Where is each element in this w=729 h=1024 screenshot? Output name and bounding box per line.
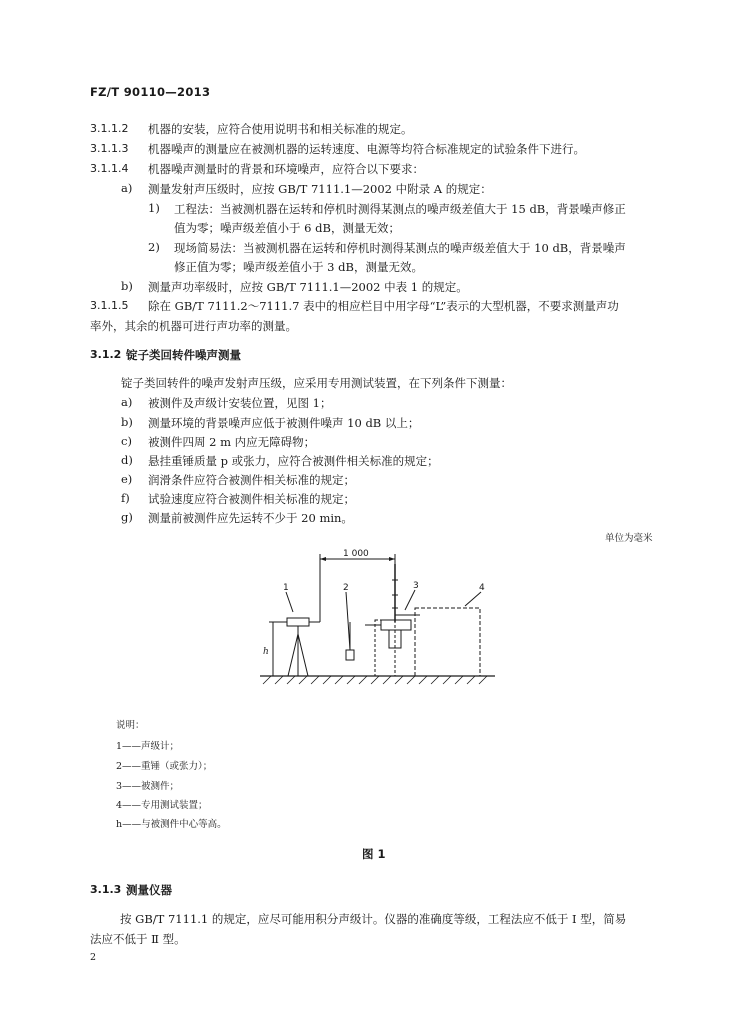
- ground-hatching: [263, 676, 487, 684]
- paragraph: 法应不低于 Ⅱ 型。: [90, 932, 186, 946]
- list-item-text: 被测件四周 2 m 内应无障碍物；: [148, 435, 316, 449]
- clause-number: 3.1.1.5: [90, 299, 129, 312]
- page-number: 2: [90, 952, 97, 963]
- list-marker: b): [121, 415, 133, 429]
- legend-item: 2——重锤（或张力）；: [116, 761, 213, 772]
- legend-item: h——与被测件中心等高。: [116, 819, 227, 830]
- list-marker: b): [121, 279, 133, 293]
- section-title: 锭子类回转件噪声测量: [126, 348, 241, 362]
- callout-2: 2: [343, 583, 349, 593]
- section-number: 3.1.3: [90, 883, 122, 896]
- spindle-holder: [381, 620, 411, 630]
- list-marker: d): [121, 453, 133, 467]
- clause-text: 机器的安装，应符合使用说明书和相关标准的规定。: [148, 122, 413, 136]
- clause-number: 3.1.1.2: [90, 122, 129, 135]
- list-item-text: 测量发射声压级时，应按 GB/T 7111.1—2002 中附录 A 的规定：: [148, 182, 492, 196]
- tripod-leg: [298, 634, 308, 676]
- list-marker: g): [121, 510, 133, 524]
- list-marker: f): [121, 491, 130, 505]
- list-item-text: 测量前被测件应先运转不少于 20 min。: [148, 511, 353, 525]
- section-title: 测量仪器: [126, 883, 172, 897]
- callout-3: 3: [413, 581, 419, 591]
- legend-title: 说明：: [116, 720, 145, 731]
- leader-2: [346, 592, 350, 650]
- sub-list-text: 值为零；噪声级差值小于 6 dB，测量无效；: [174, 221, 400, 235]
- dimension-arrow-right: [389, 557, 395, 561]
- leader-1: [286, 592, 293, 612]
- legend-item: 1——声级计；: [116, 741, 180, 752]
- sub-list-marker: 1): [148, 201, 160, 215]
- clause-text: 机器噪声的测量应在被测机器的运转速度、电源等均符合标准规定的试验条件下进行。: [148, 142, 585, 156]
- test-device: [415, 608, 480, 676]
- figure-1-diagram: [255, 540, 500, 700]
- list-item-text: 润滑条件应符合被测件相关标准的规定；: [148, 473, 355, 487]
- weight: [346, 650, 354, 660]
- sub-list-text: 现场简易法：当被测机器在运转和停机时测得某测点的噪声级差值大于 10 dB，背景噪声: [174, 241, 626, 255]
- sub-list-text: 工程法：当被测机器在运转和停机时测得某测点的噪声级差值大于 15 dB，背景噪声修正: [174, 202, 626, 216]
- standard-code: FZ/T 90110—2013: [90, 85, 211, 99]
- clause-number: 3.1.1.3: [90, 142, 129, 155]
- figure-caption: 图 1: [362, 847, 386, 861]
- dimension-label: 1 000: [343, 549, 369, 559]
- legend-item: 3——被测件；: [116, 781, 180, 792]
- clause-text: 除在 GB/T 7111.2～7111.7 表中的相应栏目中用字母“L”表示的大型机器，不要求测量声功: [148, 299, 619, 313]
- legend-item: 4——专用测试装置；: [116, 800, 208, 811]
- dimension-arrow-left: [320, 557, 326, 561]
- section-number: 3.1.2: [90, 348, 122, 361]
- list-marker: a): [121, 181, 133, 195]
- paragraph: 按 GB/T 7111.1 的规定，应尽可能用积分声级计。仪器的准确度等级，工程法应不低于 Ⅰ 型，简易: [120, 912, 627, 926]
- paragraph: 锭子类回转件的噪声发射声压级，应采用专用测试装置，在下列条件下测量：: [121, 376, 512, 390]
- callout-1: 1: [283, 583, 289, 593]
- tripod-leg: [288, 634, 298, 676]
- list-item-text: 测量环境的背景噪声应低于被测件噪声 10 dB 以上；: [148, 416, 420, 430]
- list-marker: c): [121, 434, 132, 448]
- sound-level-meter: [287, 618, 309, 626]
- list-item-text: 测量声功率级时，应按 GB/T 7111.1—2002 中表 1 的规定。: [148, 280, 468, 294]
- unit-note: 单位为毫米: [605, 533, 653, 544]
- sub-list-text: 修正值为零；噪声级差值小于 3 dB，测量无效。: [174, 260, 423, 274]
- sub-list-marker: 2): [148, 240, 160, 254]
- clause-text: 机器噪声测量时的背景和环境噪声，应符合以下要求：: [148, 162, 424, 176]
- list-item-text: 被测件及声级计安装位置，见图 1；: [148, 396, 332, 410]
- h-label: h: [263, 647, 269, 657]
- list-marker: e): [121, 472, 133, 486]
- list-marker: a): [121, 395, 133, 409]
- leader-3: [405, 590, 415, 610]
- clause-number: 3.1.1.4: [90, 162, 129, 175]
- list-item-text: 悬挂重锤质量 p 或张力，应符合被测件相关标准的规定；: [148, 454, 439, 468]
- callout-4: 4: [479, 583, 485, 593]
- list-item-text: 试验速度应符合被测件相关标准的规定；: [148, 492, 355, 506]
- clause-text: 率外，其余的机器可进行声功率的测量。: [90, 319, 297, 333]
- leader-4: [465, 592, 481, 606]
